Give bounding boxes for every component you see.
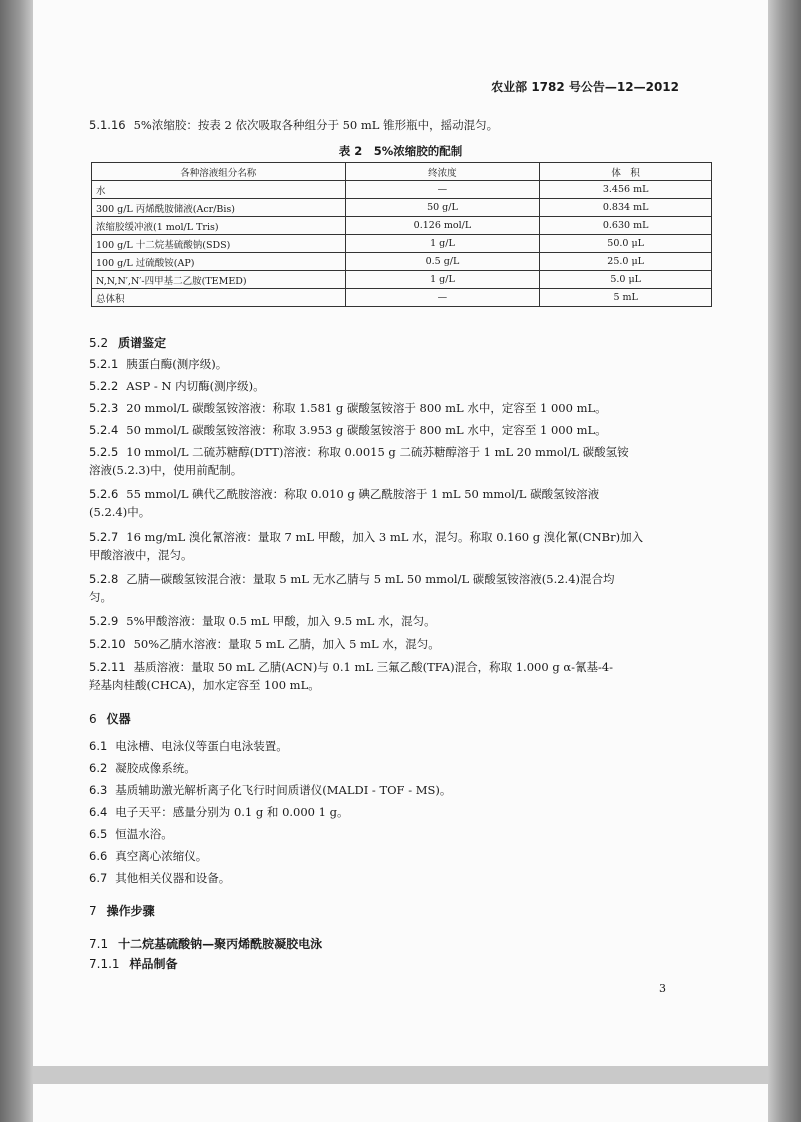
table-row [92,253,712,271]
volume-cell: 5.0 μL [540,271,712,289]
clause-6-5 [89,826,173,842]
clause-text: 羟基肉桂酸(CHCA)，加水定容至 100 mL。 [89,678,320,692]
clause-6-3 [89,782,451,798]
clause-5-2-3 [89,400,607,416]
clause-number: 5.2.6 [89,487,119,501]
clause-text: 10 mmol/L 二硫苏糖醇(DTT)溶液：称取 0.0015 g 二硫苏糖醇溶于 1 mL 20 mmol/L 碳酸氢铵 [126,445,629,459]
clause-5-2-4 [89,422,607,438]
concentration-cell: 0.5 g/L [345,253,540,271]
concentration-cell: 1 g/L [345,271,540,289]
clause-text: 50%乙腈水溶液：量取 5 mL 乙腈，加入 5 mL 水，混匀。 [133,637,440,651]
concentration-cell: — [345,181,540,199]
column-header: 各种溶液组分名称 [92,163,346,181]
clause-text: 其他相关仪器和设备。 [115,871,231,885]
clause-number: 6.2 [89,761,108,775]
clause-5-2-8-continued [89,589,112,605]
clause-number: 5.2.2 [89,379,119,393]
table-row [92,217,712,235]
clause-number: 6.1 [89,739,108,753]
clause-text: ASP - N 内切酶(测序级)。 [126,379,265,393]
clause-text: 5%甲酸溶液：量取 0.5 mL 甲酸，加入 9.5 mL 水，混匀。 [126,614,436,628]
clause-number: 6.5 [89,827,108,841]
clause-number: 5.2.10 [89,637,126,651]
volume-cell: 25.0 μL [540,253,712,271]
clause-5-2-7-continued [89,547,193,563]
section-heading-6 [89,710,131,727]
concentration-cell: — [345,289,540,307]
document-page [33,0,768,1066]
clause-text: 溶液(5.2.3)中，使用前配制。 [89,463,243,477]
clause-text: (5.2.4)中。 [89,505,151,519]
component-cell: N,N,N′,N′-四甲基二乙胺(TEMED) [92,271,346,289]
section-number: 7.1.1 [89,957,120,971]
volume-cell: 0.834 mL [540,199,712,217]
clause-number: 5.2.11 [89,660,126,674]
component-cell: 100 g/L 十二烷基硫酸钠(SDS) [92,235,346,253]
clause-text: 胰蛋白酶(测序级)。 [126,357,228,371]
clause-text: 55 mmol/L 碘代乙酰胺溶液：称取 0.010 g 碘乙酰胺溶于 1 mL 50 mmol/L 碳酸氢铵溶液 [126,487,600,501]
clause-6-7 [89,870,230,886]
clause-text: 真空离心浓缩仪。 [115,849,208,863]
table-row [92,235,712,253]
clause-number: 5.2.9 [89,614,119,628]
clause-5-2-5 [89,444,629,460]
clause-6-1 [89,738,288,754]
clause-number: 5.2.7 [89,530,119,544]
concentration-cell: 50 g/L [345,199,540,217]
volume-cell: 0.630 mL [540,217,712,235]
section-heading-5-2 [89,334,166,351]
clause-text: 乙腈—碳酸氢铵混合液：量取 5 mL 无水乙腈与 5 mL 50 mmol/L 碳酸氢铵溶液(5.2.4)混合均 [126,572,615,586]
component-cell: 水 [92,181,346,199]
section-title: 仪器 [106,712,131,726]
clause-number: 6.4 [89,805,108,819]
section-title: 操作步骤 [106,904,155,918]
page-header: 农业部 1782 号公告—12—2012 [491,80,679,94]
clause-6-6 [89,848,207,864]
volume-cell: 5 mL [540,289,712,307]
clause-5-2-6 [89,486,599,502]
clause-number: 5.1.16 [89,118,126,132]
clause-number: 5.2.5 [89,445,119,459]
column-header: 终浓度 [345,163,540,181]
clause-number: 5.2.1 [89,357,119,371]
clause-5-2-8 [89,571,615,587]
clause-5-2-5-continued [89,462,242,478]
clause-number: 6.6 [89,849,108,863]
section-number: 7 [89,904,97,918]
clause-number: 6.3 [89,783,108,797]
section-title: 十二烷基硫酸钠—聚丙烯酰胺凝胶电泳 [118,937,323,951]
section-heading-7-1 [89,935,322,952]
clause-5-2-10 [89,636,440,652]
table-header-row [92,163,712,181]
section-heading-7-1-1 [89,955,178,972]
section-title: 样品制备 [129,957,178,971]
clause-text: 16 mg/mL 溴化氰溶液：量取 7 mL 甲酸，加入 3 mL 水，混匀。称取 0.160 g 溴化氰(CNBr)加入 [126,530,644,544]
page-number: 3 [659,982,666,995]
clause-6-4 [89,804,348,820]
component-cell: 300 g/L 丙烯酰胺储液(Acr/Bis) [92,199,346,217]
clause-5-2-1 [89,356,227,372]
component-cell: 100 g/L 过硫酸铵(AP) [92,253,346,271]
clause-text: 基质辅助激光解析离子化飞行时间质谱仪(MALDI - TOF - MS)。 [115,783,452,797]
concentration-cell: 0.126 mol/L [345,217,540,235]
clause-number: 6.7 [89,871,108,885]
clause-number: 5.2.3 [89,401,119,415]
column-header: 体 积 [540,163,712,181]
component-cell: 总体积 [92,289,346,307]
clause-text: 甲酸溶液中，混匀。 [89,548,193,562]
clause-text: 恒温水浴。 [115,827,173,841]
clause-5-2-2 [89,378,265,394]
clause-5-2-7 [89,529,643,545]
section-number: 5.2 [89,336,109,350]
table-row [92,271,712,289]
concentration-cell: 1 g/L [345,235,540,253]
clause-number: 5.2.4 [89,423,119,437]
clause-5-2-11-continued [89,677,320,693]
clause-text: 基质溶液：量取 50 mL 乙腈(ACN)与 0.1 mL 三氟乙酸(TFA)混合，称取 1.000 g α-氰基-4- [133,660,614,674]
concentrate-gel-table [91,162,712,307]
clause-text: 匀。 [89,590,112,604]
clause-5-2-9 [89,613,436,629]
table-row [92,289,712,307]
section-heading-7 [89,902,155,919]
volume-cell: 3.456 mL [540,181,712,199]
volume-cell: 50.0 μL [540,235,712,253]
section-number: 6 [89,712,97,726]
clause-number: 5.2.8 [89,572,119,586]
component-cell: 浓缩胶缓冲液(1 mol/L Tris) [92,217,346,235]
clause-text: 50 mmol/L 碳酸氢铵溶液：称取 3.953 g 碳酸氢铵溶于 800 mL 水中，定容至 1 000 mL。 [126,423,607,437]
next-page-edge [33,1084,768,1122]
clause-6-2 [89,760,196,776]
table-row [92,181,712,199]
clause-text: 电泳槽、电泳仪等蛋白电泳装置。 [115,739,288,753]
clause-5-2-6-continued [89,504,150,520]
clause-text: 凝胶成像系统。 [115,761,196,775]
clause-text: 5%浓缩胶：按表 2 依次吸取各种组分于 50 mL 锥形瓶中，摇动混匀。 [133,118,499,132]
section-title: 质谱鉴定 [118,336,167,350]
section-number: 7.1 [89,937,109,951]
clause-text: 20 mmol/L 碳酸氢铵溶液：称取 1.581 g 碳酸氢铵溶于 800 mL 水中，定容至 1 000 mL。 [126,401,607,415]
table-caption: 表 2 5%浓缩胶的配制 [338,144,463,158]
table-row [92,199,712,217]
clause-text: 电子天平：感量分别为 0.1 g 和 0.000 1 g。 [115,805,349,819]
paragraph-5-1-16 [89,117,498,133]
clause-5-2-11 [89,659,613,675]
